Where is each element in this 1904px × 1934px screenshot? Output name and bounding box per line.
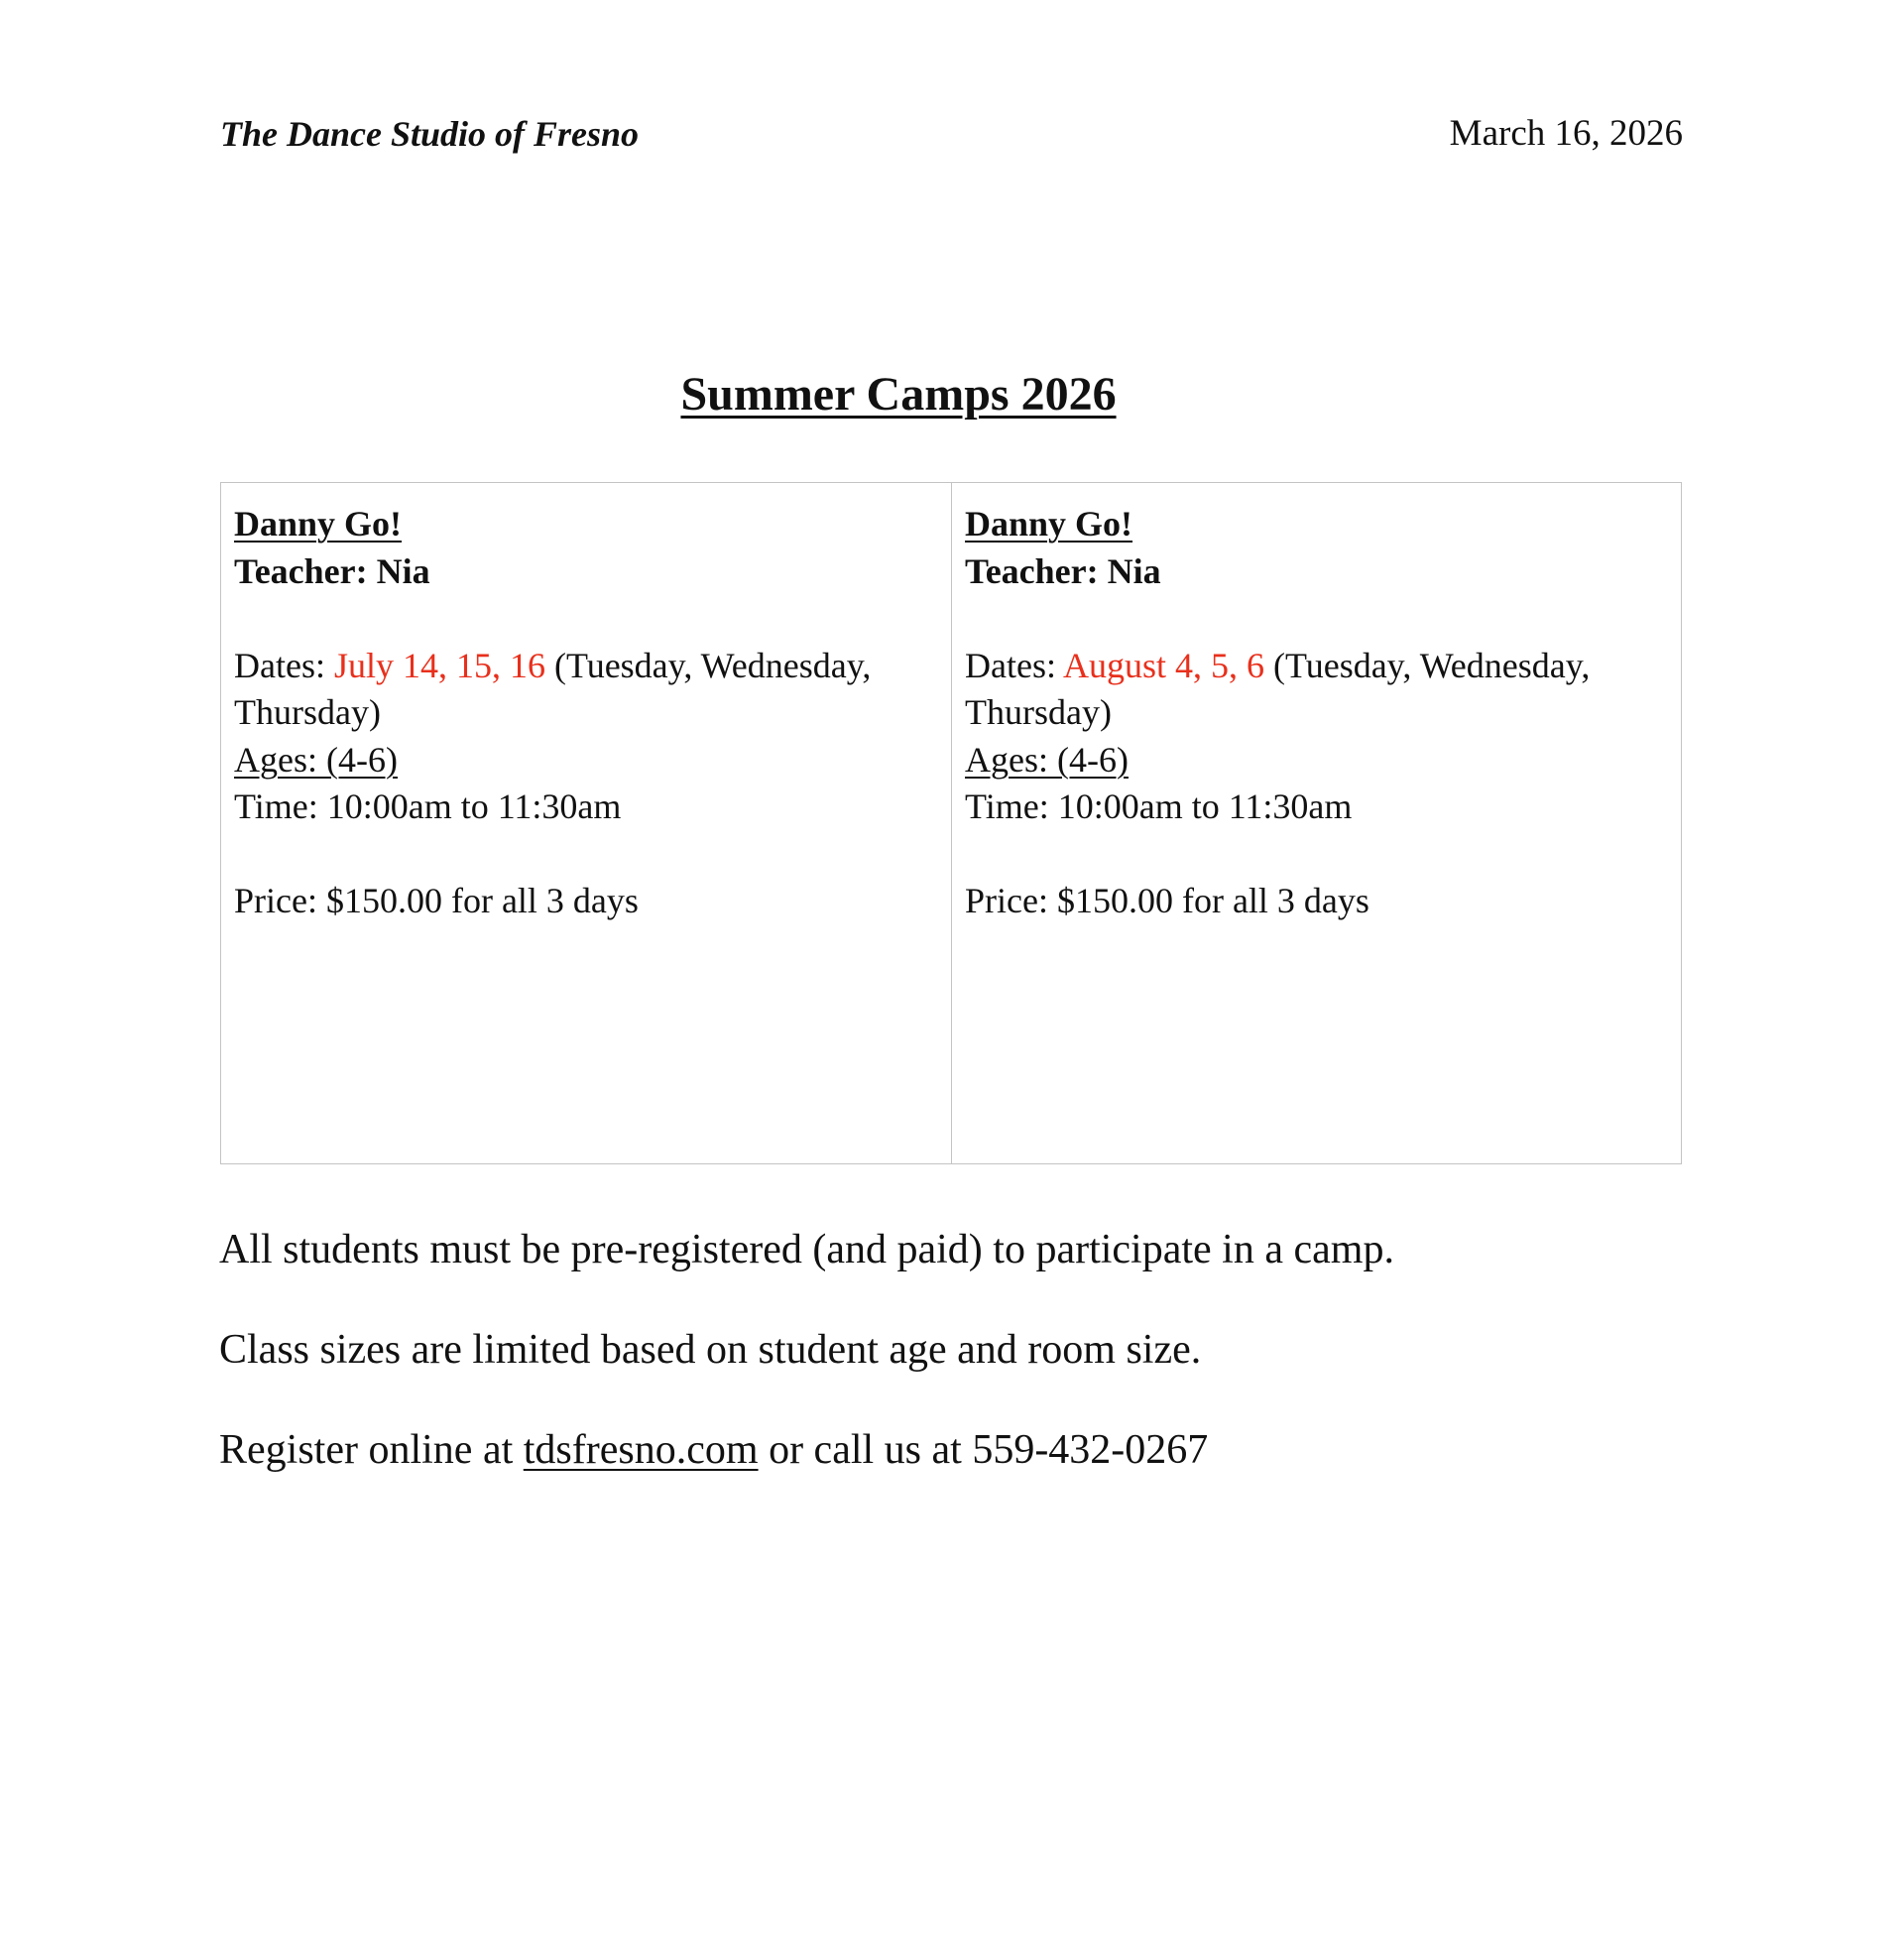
camp-time: Time: 10:00am to 11:30am: [965, 786, 1353, 826]
camp-dates-highlight: August 4, 5, 6: [1062, 645, 1264, 685]
camp-dates-highlight: July 14, 15, 16: [333, 645, 545, 685]
camp-table: [220, 482, 1682, 1164]
spacer: [234, 831, 939, 879]
register-prefix: Register online at: [219, 1427, 524, 1473]
page-title: Summer Camps 2026: [680, 368, 1117, 421]
camp-ages: Ages: (4-6): [965, 739, 1129, 780]
camp-dates: [965, 643, 1669, 737]
camp-cell-august: [951, 483, 1681, 1163]
camp-dates: [234, 643, 939, 737]
spacer: [234, 595, 939, 643]
camp-dates-days: (Tuesday, Wednesday, Thursday): [965, 645, 1591, 732]
camp-name: Danny Go!: [234, 504, 403, 544]
studio-name: The Dance Studio of Fresno: [220, 114, 640, 154]
camp-cell-july: [221, 483, 951, 1163]
camp-teacher: Teacher: Nia: [234, 550, 430, 591]
document-date: March 16, 2026: [1449, 113, 1683, 154]
camp-dates-label: Dates:: [965, 645, 1063, 685]
note-class-sizes: Class sizes are limited based on student age and room size.: [219, 1327, 1202, 1373]
camp-dates-label: Dates:: [234, 645, 334, 685]
register-suffix: or call us at 559-432-0267: [758, 1427, 1209, 1473]
camp-price: Price: $150.00 for all 3 days: [234, 881, 639, 920]
spacer: [965, 595, 1669, 643]
camp-teacher: Teacher: Nia: [965, 550, 1161, 591]
camp-price: Price: $150.00 for all 3 days: [965, 881, 1369, 920]
camp-ages: Ages: (4-6): [234, 739, 398, 780]
website-link[interactable]: tdsfresno.com: [523, 1427, 759, 1473]
camp-time: Time: 10:00am to 11:30am: [234, 786, 622, 826]
note-registration: All students must be pre-registered (and paid) to participate in a camp.: [219, 1227, 1394, 1272]
spacer: [965, 831, 1669, 879]
note-register-online: [219, 1424, 1394, 1476]
camp-name: Danny Go!: [965, 504, 1133, 544]
notes-section: [219, 1224, 1394, 1524]
camp-dates-days: (Tuesday, Wednesday, Thursday): [234, 645, 872, 732]
